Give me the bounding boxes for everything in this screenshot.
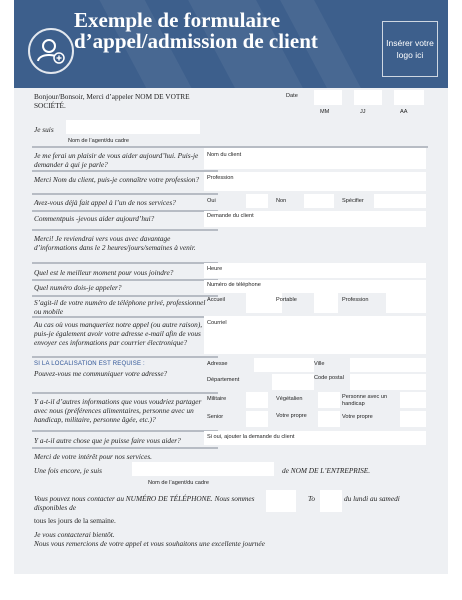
date-year-input[interactable] <box>394 90 424 105</box>
senior-checkbox[interactable] <box>246 411 268 427</box>
specify-label: Spécifier <box>342 198 364 204</box>
every-day-text: tous les jours de la semaine. <box>34 516 116 525</box>
your-own-2-checkbox[interactable] <box>400 411 426 427</box>
city-input[interactable] <box>350 358 426 372</box>
city-label: Ville <box>314 361 325 367</box>
hours-from-input[interactable] <box>266 490 296 512</box>
add-request-label: Si oui, ajouter la demande du client <box>207 434 295 440</box>
department-label: Département <box>207 377 240 383</box>
divider <box>32 279 218 281</box>
vegetarian-label: Végétalien <box>276 396 303 402</box>
closing-agent-name-input[interactable] <box>132 462 274 476</box>
je-suis-label: Je suis <box>34 125 54 134</box>
postal-code-input[interactable] <box>350 374 426 390</box>
question-address: Pouvez-vous me communiquer votre adresse? <box>34 369 168 378</box>
divider <box>32 430 218 432</box>
client-name-label: Nom du client <box>207 152 242 158</box>
callback-text: Merci! Je reviendrai vers vous avec davantage d’informations dans le 2 heures/jours/semaines à venir. <box>34 234 196 252</box>
form-page <box>14 0 448 574</box>
question-phone-type: S’agit-il de votre numéro de téléphone privé, professionnel ou mobile <box>34 298 206 316</box>
divider <box>32 447 218 449</box>
question-best-time: Quel est le meilleur moment pour vous joindre? <box>34 268 174 277</box>
postal-code-label: Code postal <box>314 375 344 381</box>
portable-label: Portable <box>276 297 297 303</box>
contact-text: Vous pouvez nous contacter au NUMÉRO DE TÉLÉPHONE. Nous sommes disponibles de <box>34 494 255 512</box>
disabled-checkbox[interactable] <box>400 392 426 408</box>
days-text: du lundi au samedi <box>344 494 400 503</box>
request-label: Demande du client <box>207 213 254 219</box>
your-own-checkbox[interactable] <box>318 411 340 427</box>
divider <box>32 193 218 195</box>
divider <box>32 229 218 231</box>
senior-label: Senior <box>207 414 224 420</box>
your-own-2-label: Votre propre <box>342 414 373 420</box>
divider <box>32 392 218 394</box>
yes-label: Oui <box>207 198 216 204</box>
divider <box>32 356 218 358</box>
to-label: To <box>308 494 316 503</box>
yes-checkbox[interactable] <box>246 194 268 208</box>
date-jj-caption: JJ <box>360 109 366 115</box>
final-thanks-text: Nous vous remercions de votre appel et vous souhaitons une excellente journée <box>34 539 265 548</box>
agent-name-caption: Nom de l’agent/du cadre <box>68 138 129 144</box>
vegetarian-checkbox[interactable] <box>318 392 340 408</box>
form-title: Exemple de formulaire d’appel/admission de client <box>74 8 318 53</box>
question-other-info: Y a-t-il d’autres informations que vous voudriez partager avec nous (préférences alimentaires, personne avec un handicap, militaire, personne âgée, etc.)? <box>34 397 202 424</box>
divider <box>32 210 218 212</box>
phone-number-label: Numéro de téléphone <box>207 282 261 288</box>
address-input[interactable] <box>254 358 314 372</box>
once-again-text: Une fois encore, je suis <box>34 466 103 475</box>
divider <box>32 262 218 264</box>
no-checkbox[interactable] <box>304 194 334 208</box>
email-field[interactable] <box>204 316 426 354</box>
question-client-name: Je me ferai un plaisir de vous aider aujourd’hui. Puis-je demander à qui je parle? <box>34 151 199 169</box>
thanks-text: Merci de votre intérêt pour nos services. <box>34 452 153 461</box>
department-input[interactable] <box>272 374 314 390</box>
logo-placeholder[interactable]: Insérer votre logo ici <box>382 21 438 77</box>
user-add-icon <box>28 28 74 74</box>
address-label: Adresse <box>207 361 228 367</box>
your-own-label: Votre propre <box>276 413 307 419</box>
date-mm-caption: MM <box>320 109 330 115</box>
professional-checkbox[interactable] <box>386 293 426 313</box>
professional-label: Profession <box>342 297 369 303</box>
military-label: Militaire <box>207 396 227 402</box>
divider <box>32 316 218 318</box>
question-help-today: Commentpuis -jevous aider aujourd’hui? <box>34 214 155 223</box>
specify-input[interactable] <box>374 194 426 208</box>
date-aa-caption: AA <box>400 109 408 115</box>
profession-label: Profession <box>207 175 234 181</box>
header-banner <box>14 0 448 88</box>
hours-to-input[interactable] <box>320 490 342 512</box>
question-anything-else: Y a-t-il autre chose que je puisse faire vous aider? <box>34 436 181 445</box>
agent-name-input[interactable] <box>66 120 200 134</box>
closing-agent-caption: Nom de l’agent/du cadre <box>148 480 209 486</box>
date-day-input[interactable] <box>354 90 382 105</box>
date-month-input[interactable] <box>314 90 342 105</box>
greeting-text: Bonjour/Bonsoir, Merci d’appeler NOM DE VOTRE SOCIÉTÉ. <box>34 92 190 110</box>
question-phone-number: Quel numéro dois-je appeler? <box>34 283 122 292</box>
hour-field[interactable] <box>204 263 426 278</box>
location-required-heading: SI LA LOCALISATION EST REQUISE : <box>34 361 145 367</box>
company-name-text: de NOM DE L’ENTREPRISE. <box>282 466 371 475</box>
hour-label: Heure <box>207 266 223 272</box>
divider <box>32 170 218 172</box>
home-label: Accueil <box>207 297 226 303</box>
divider <box>32 295 218 297</box>
portable-checkbox[interactable] <box>314 293 338 313</box>
email-label: Courriel <box>207 320 227 326</box>
contact-soon-text: Je vous contacterai bientôt. <box>34 530 115 539</box>
no-label: Non <box>276 198 287 204</box>
date-label: Date <box>286 93 298 99</box>
question-dealt-before: Avez-vous déjà fait appel à l’un de nos services? <box>34 198 176 207</box>
question-profession: Merci Nom du client, puis-je connaître votre profession? <box>34 175 200 184</box>
military-checkbox[interactable] <box>246 392 268 408</box>
question-email: Au cas où vous manqueriez notre appel (ou autre raison), puis-je également avoir votre adresse e-mail afin de vous envoyer ces informations par courrier électronique? <box>34 320 203 347</box>
profession-field[interactable] <box>204 172 426 191</box>
disabled-label: Personne avec un handicap <box>342 394 388 407</box>
